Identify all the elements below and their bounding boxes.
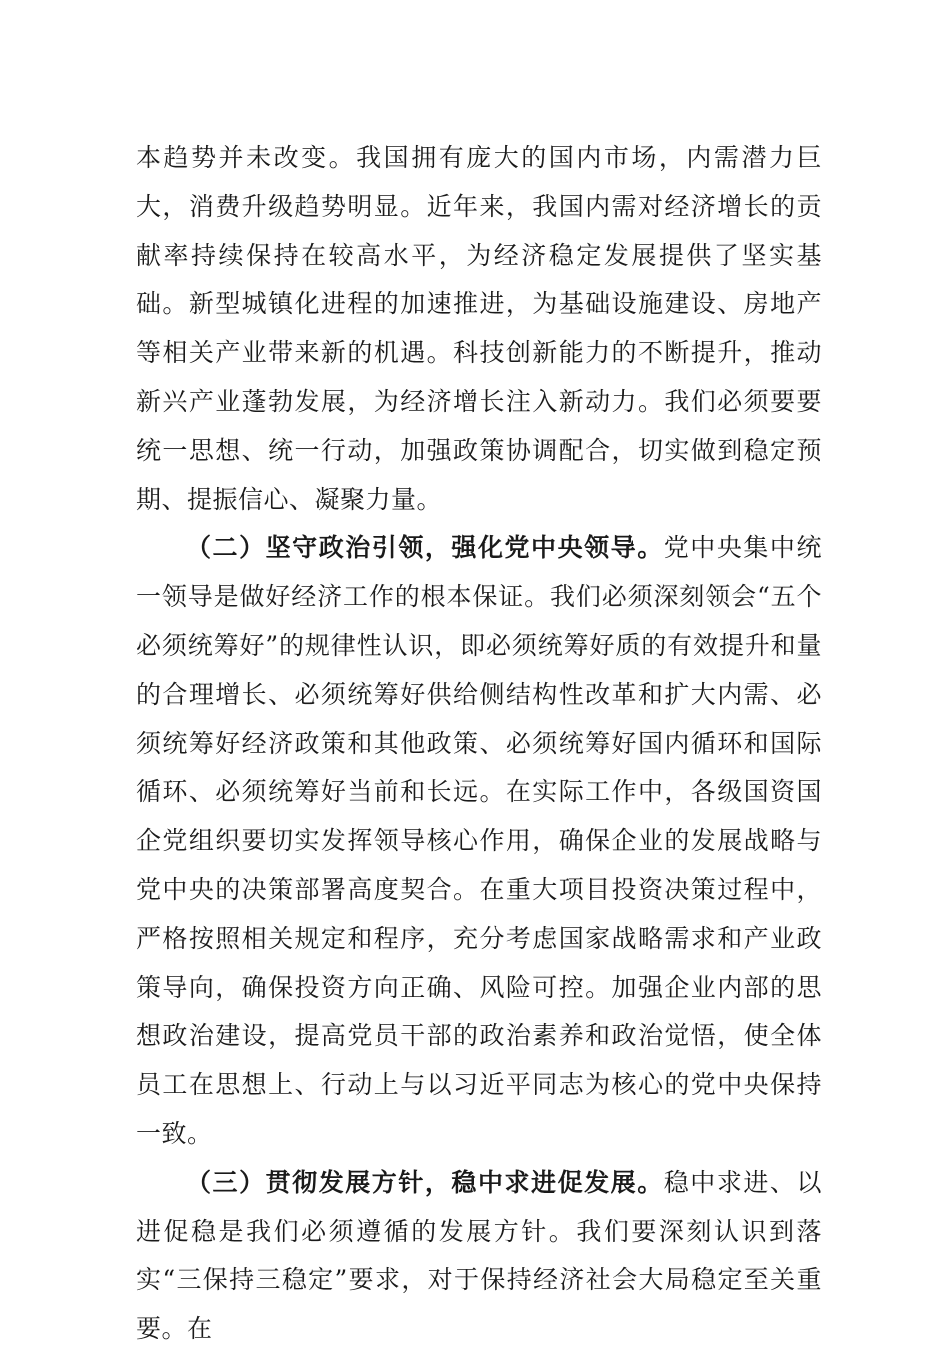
paragraph-continuation: [136, 134, 822, 524]
section-heading: （二）坚守政治引领，强化党中央领导。: [186, 533, 664, 563]
document-body: [136, 134, 822, 1354]
paragraph-text: 党中央集中统一领导是做好经济工作的根本保证。我们必须深刻领会“五个必须统筹好”的规律性认识，即必须统筹好质的有效提升和量的合理增长、必须统筹好供给侧结构性改革和扩大内需、必须统筹好经济政策和其他政策、必须统筹好国内循环和国际循环、必须统筹好当前和长远。在实际工作中，各级国资国企党组织要切实发挥领导核心作用，确保企业的发展战略与党中央的决策部署高度契合。在重大项目投资决策过程中，严格按照相关规定和程序，充分考虑国家战略需求和产业政策导向，确保投资方向正确、风险可控。加强企业内部的思想政治建设，提高党员干部的政治素养和政治觉悟，使全体员工在思想上、行动上与以习近平同志为核心的党中央保持一致。: [136, 533, 822, 1148]
section-heading: （三）贯彻发展方针，稳中求进促发展。: [186, 1167, 664, 1197]
paragraph-section-3: [136, 1159, 822, 1354]
paragraph-text: 本趋势并未改变。我国拥有庞大的国内市场，内需潜力巨大，消费升级趋势明显。近年来，我国内需对经济增长的贡献率持续保持在较高水平，为经济稳定发展提供了坚实基础。新型城镇化进程的加速推进，为基础设施建设、房地产等相关产业带来新的机遇。科技创新能力的不断提升，推动新兴产业蓬勃发展，为经济增长注入新动力。我们必须要要统一思想、统一行动，加强政策协调配合，切实做到稳定预期、提振信心、凝聚力量。: [136, 143, 822, 514]
paragraph-text: 稳中求进、以进促稳是我们必须遵循的发展方针。我们要深刻认识到落实“三保持三稳定”要求，对于保持经济社会大局稳定至关重要。在: [136, 1167, 822, 1344]
paragraph-section-2: [136, 524, 822, 1158]
